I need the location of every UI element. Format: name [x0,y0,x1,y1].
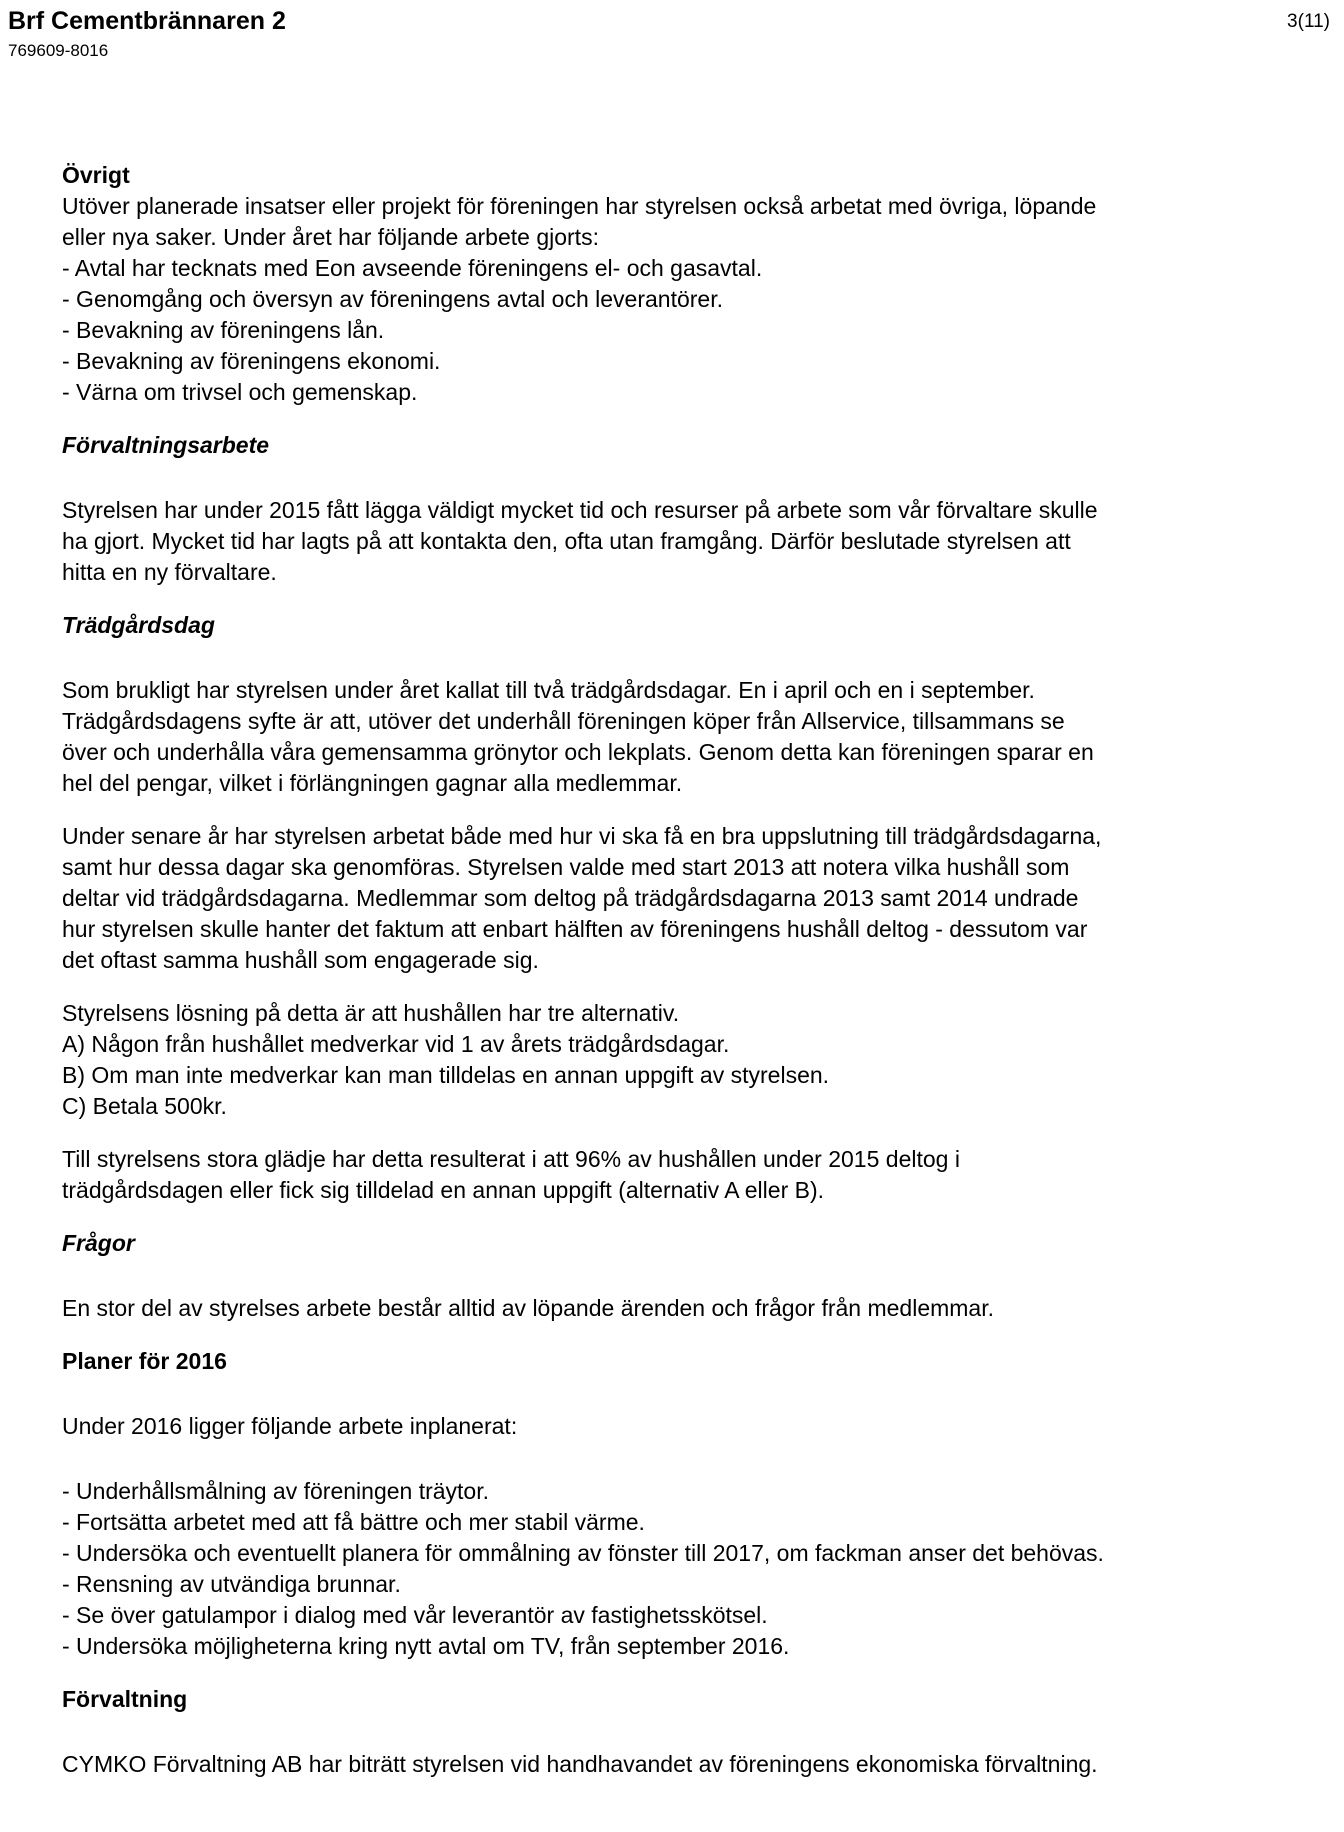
fragor-text: En stor del av styrelses arbete består alltid av löpande ärenden och frågor från medlemmar. [62,1295,994,1321]
section-fragor [62,1228,1332,1324]
text-line: Utöver planerade insatser eller projekt för föreningen har styrelsen också arbetat med övriga, löpande [62,193,1097,219]
list-item: - Avtal har tecknats med Eon avseende föreningens el- och gasavtal. [62,255,763,281]
page-number: 3(11) [1287,11,1330,32]
section-title-planer: Planer för 2016 [62,1348,227,1374]
section-title-tradgardsdag: Trädgårdsdag [62,612,215,638]
section-title-forvaltning: Förvaltning [62,1686,188,1712]
text-line: Under senare år har styrelsen arbetat både med hur vi ska få en bra uppslutning till trädgårdsdagarna, [62,823,1102,849]
list-item: A) Någon från hushållet medverkar vid 1 av årets trädgårdsdagar. [62,1031,730,1057]
list-item: - Underhållsmålning av föreningen träytor. [62,1478,490,1504]
tradgardsdag-paragraph-1 [62,675,1332,799]
text-line: Som brukligt har styrelsen under året kallat till två trädgårdsdagar. En i april och en i september. [62,677,1035,703]
text-line: Till styrelsens stora glädje har detta resulterat i att 96% av hushållen under 2015 deltog i [62,1146,960,1172]
text-line: Styrelsen har under 2015 fått lägga väldigt mycket tid och resurser på arbete som vår förvaltare skulle [62,497,1098,523]
tradgardsdag-paragraph-3 [62,998,1332,1122]
section-title-forvaltningsarbete: Förvaltningsarbete [62,432,270,458]
list-item: - Genomgång och översyn av föreningens avtal och leverantörer. [62,286,723,312]
text-line: hel del pengar, vilket i förlängningen gagnar alla medlemmar. [62,770,683,796]
association-name: Brf Cementbrännaren 2 [8,7,286,35]
list-item: C) Betala 500kr. [62,1093,227,1119]
text-line: det oftast samma hushåll som engagerade sig. [62,947,539,973]
list-item: - Bevakning av föreningens ekonomi. [62,348,441,374]
section-forvaltning [62,1684,1332,1780]
list-item: - Fortsätta arbetet med att få bättre och mer stabil värme. [62,1509,645,1535]
section-title-ovrigt: Övrigt [62,162,130,188]
tradgardsdag-paragraph-4 [62,1144,1332,1206]
list-item: - Rensning av utvändiga brunnar. [62,1571,401,1597]
planer-list [62,1476,1332,1662]
text-line: hur styrelsen skulle hanter det faktum att enbart hälften av föreningens hushåll deltog - dessutom var [62,916,1088,942]
text-line: samt hur dessa dagar ska genomföras. Styrelsen valde med start 2013 att notera vilka hushåll som [62,854,1070,880]
organization-number: 769609-8016 [8,41,109,60]
list-item: - Undersöka och eventuellt planera för ommålning av fönster till 2017, om fackman anser det behövas. [62,1540,1104,1566]
list-item: - Se över gatulampor i dialog med vår leverantör av fastighetsskötsel. [62,1602,768,1628]
list-item: - Värna om trivsel och gemenskap. [62,379,418,405]
text-line: hitta en ny förvaltare. [62,559,277,585]
text-line: eller nya saker. Under året har följande arbete gjorts: [62,224,599,250]
text-line: Styrelsens lösning på detta är att hushållen har tre alternativ. [62,1000,680,1026]
tradgardsdag-paragraph-2 [62,821,1332,976]
list-item: - Bevakning av föreningens lån. [62,317,385,343]
list-item: - Undersöka möjligheterna kring nytt avtal om TV, från september 2016. [62,1633,790,1659]
section-title-fragor: Frågor [62,1230,135,1256]
section-planer [62,1346,1332,1662]
text-line: över och underhålla våra gemensamma grönytor och lekplats. Genom detta kan föreningen sparar en [62,739,1094,765]
forvaltningsarbete-text [62,495,1332,588]
text-line: deltar vid trädgårdsdagarna. Medlemmar som deltog på trädgårdsdagarna 2013 samt 2014 undrade [62,885,1079,911]
planer-intro: Under 2016 ligger följande arbete inplanerat: [62,1413,518,1439]
ovrigt-text [62,191,1332,408]
section-tradgardsdag [62,610,1332,1206]
section-forvaltningsarbete [62,430,1332,588]
text-line: ha gjort. Mycket tid har lagts på att kontakta den, ofta utan framgång. Därför beslutade styrelsen att [62,528,1071,554]
text-line: Trädgårdsdagens syfte är att, utöver det underhåll föreningen köper från Allservice, tillsammans se [62,708,1065,734]
section-ovrigt [62,160,1332,408]
document-body [62,160,1332,1780]
forvaltning-text: CYMKO Förvaltning AB har biträtt styrelsen vid handhavandet av föreningens ekonomiska förvaltning. [62,1751,1098,1777]
text-line: trädgårdsdagen eller fick sig tilldelad en annan uppgift (alternativ A eller B). [62,1177,825,1203]
list-item: B) Om man inte medverkar kan man tilldelas en annan uppgift av styrelsen. [62,1062,830,1088]
